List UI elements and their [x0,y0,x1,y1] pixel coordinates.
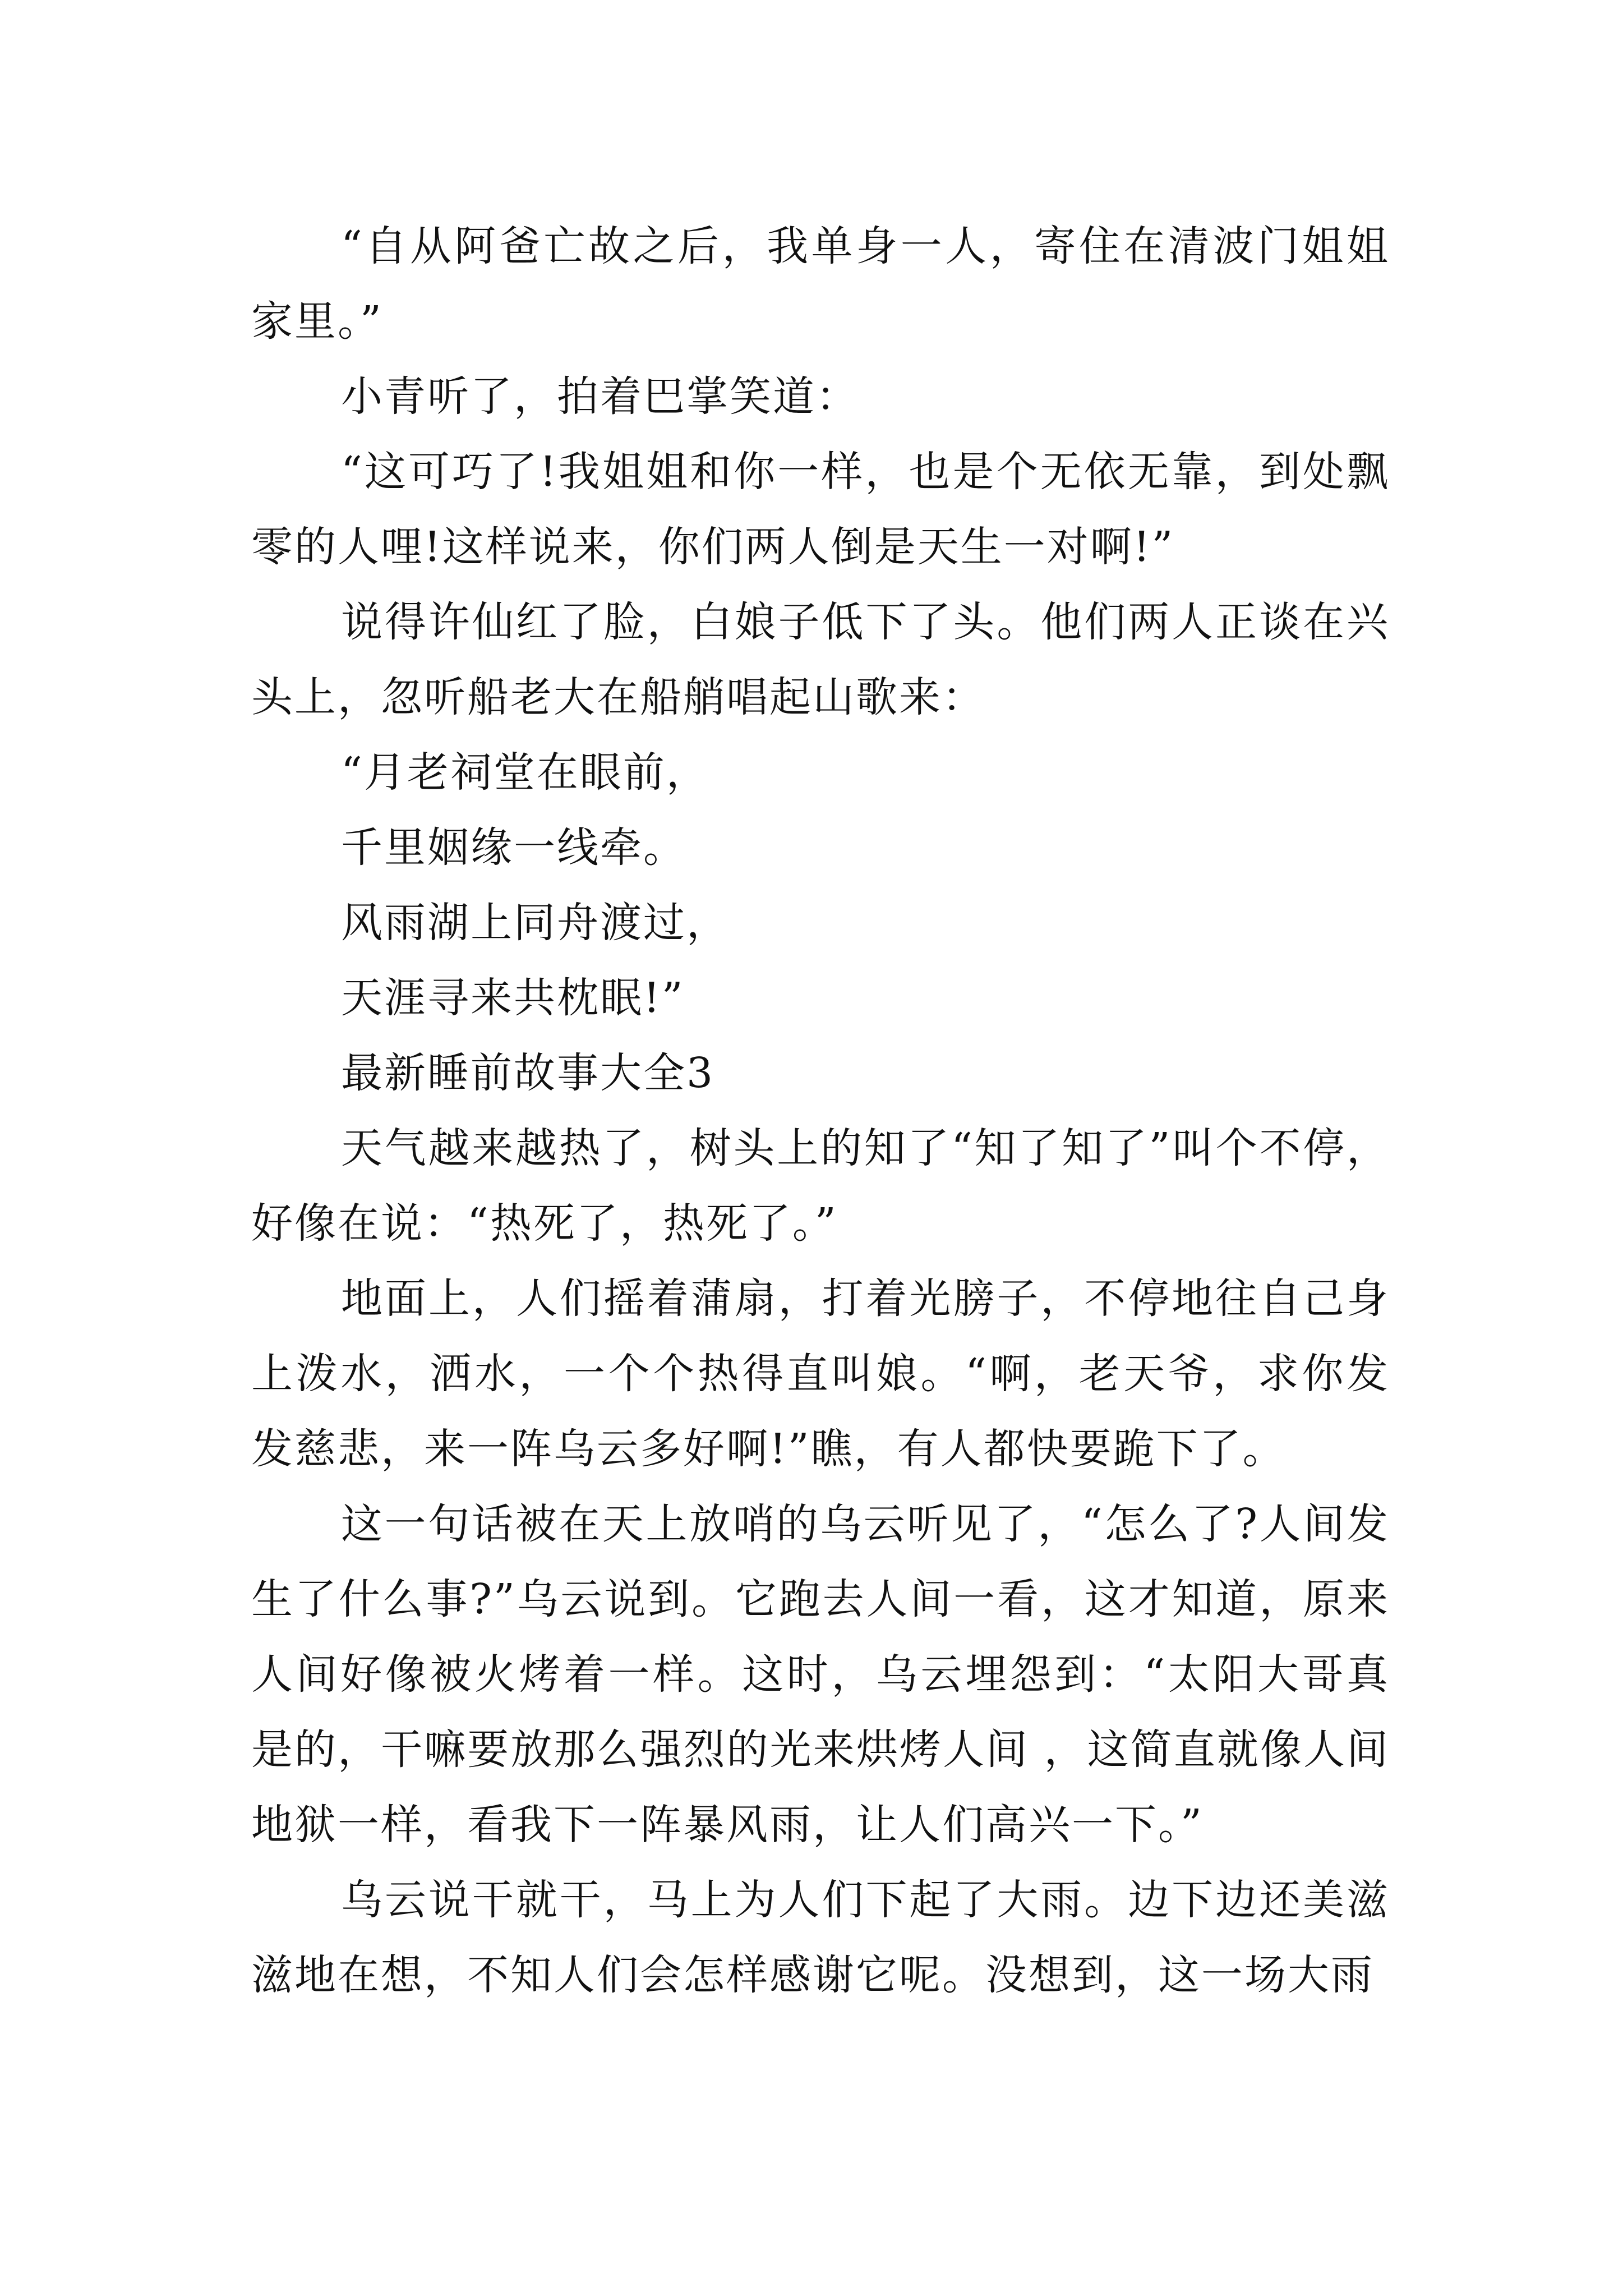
paragraph-6: 地面上，人们摇着蒲扇，打着光膀子，不停地往自己身上泼水，洒水，一个个热得直叫娘。“啊，老天爷，求你发发慈悲，来一阵乌云多好啊!”瞧，有人都快要跪下了。 [251,1274,1390,1473]
paragraph-1: “自从阿爸亡故之后，我单身一人，寄住在清波门姐姐家里。” [251,222,1390,346]
poem-line-3: 风雨湖上同舟渡过， [341,899,730,947]
poem-line-1: “月老祠堂在眼前， [341,748,709,797]
section-heading: 最新睡前故事大全3 [341,1049,715,1097]
paragraph-5: 天气越来越热了，树头上的知了“知了知了”叫个不停，好像在说：“热死了，热死了。” [251,1124,1390,1248]
poem-line-4: 天涯寻来共枕眠!” [341,974,685,1022]
paragraph-8: 乌云说干就干，马上为人们下起了大雨。边下边还美滋滋地在想，不知人们会怎样感谢它呢。没想到，这一场大雨 [251,1876,1390,1999]
paragraph-7: 这一句话被在天上放哨的乌云听见了，“怎么了?人间发生了什么事?”乌云说到。它跑去人间一看，这才知道，原来人间好像被火烤着一样。这时，乌云埋怨到：“太阳大哥真是的，干嘛要放那么强烈的光来烘烤人间 ，这简直就像人间地狱一样，看我下一阵暴风雨，让人们高兴一下。” [251,1500,1390,1849]
paragraph-4: 说得许仙红了脸，白娘子低下了头。他们两人正谈在兴头上，忽听船老大在船艄唱起山歌来： [251,598,1390,721]
paragraph-3: “这可巧了!我姐姐和你一样，也是个无依无靠，到处飘零的人哩!这样说来，你们两人倒是天生一对啊!” [251,448,1390,571]
paragraph-2: 小青听了，拍着巴掌笑道： [341,372,859,421]
poem-line-2: 千里姻缘一线牵。 [341,823,686,872]
document-body [251,209,1390,2013]
